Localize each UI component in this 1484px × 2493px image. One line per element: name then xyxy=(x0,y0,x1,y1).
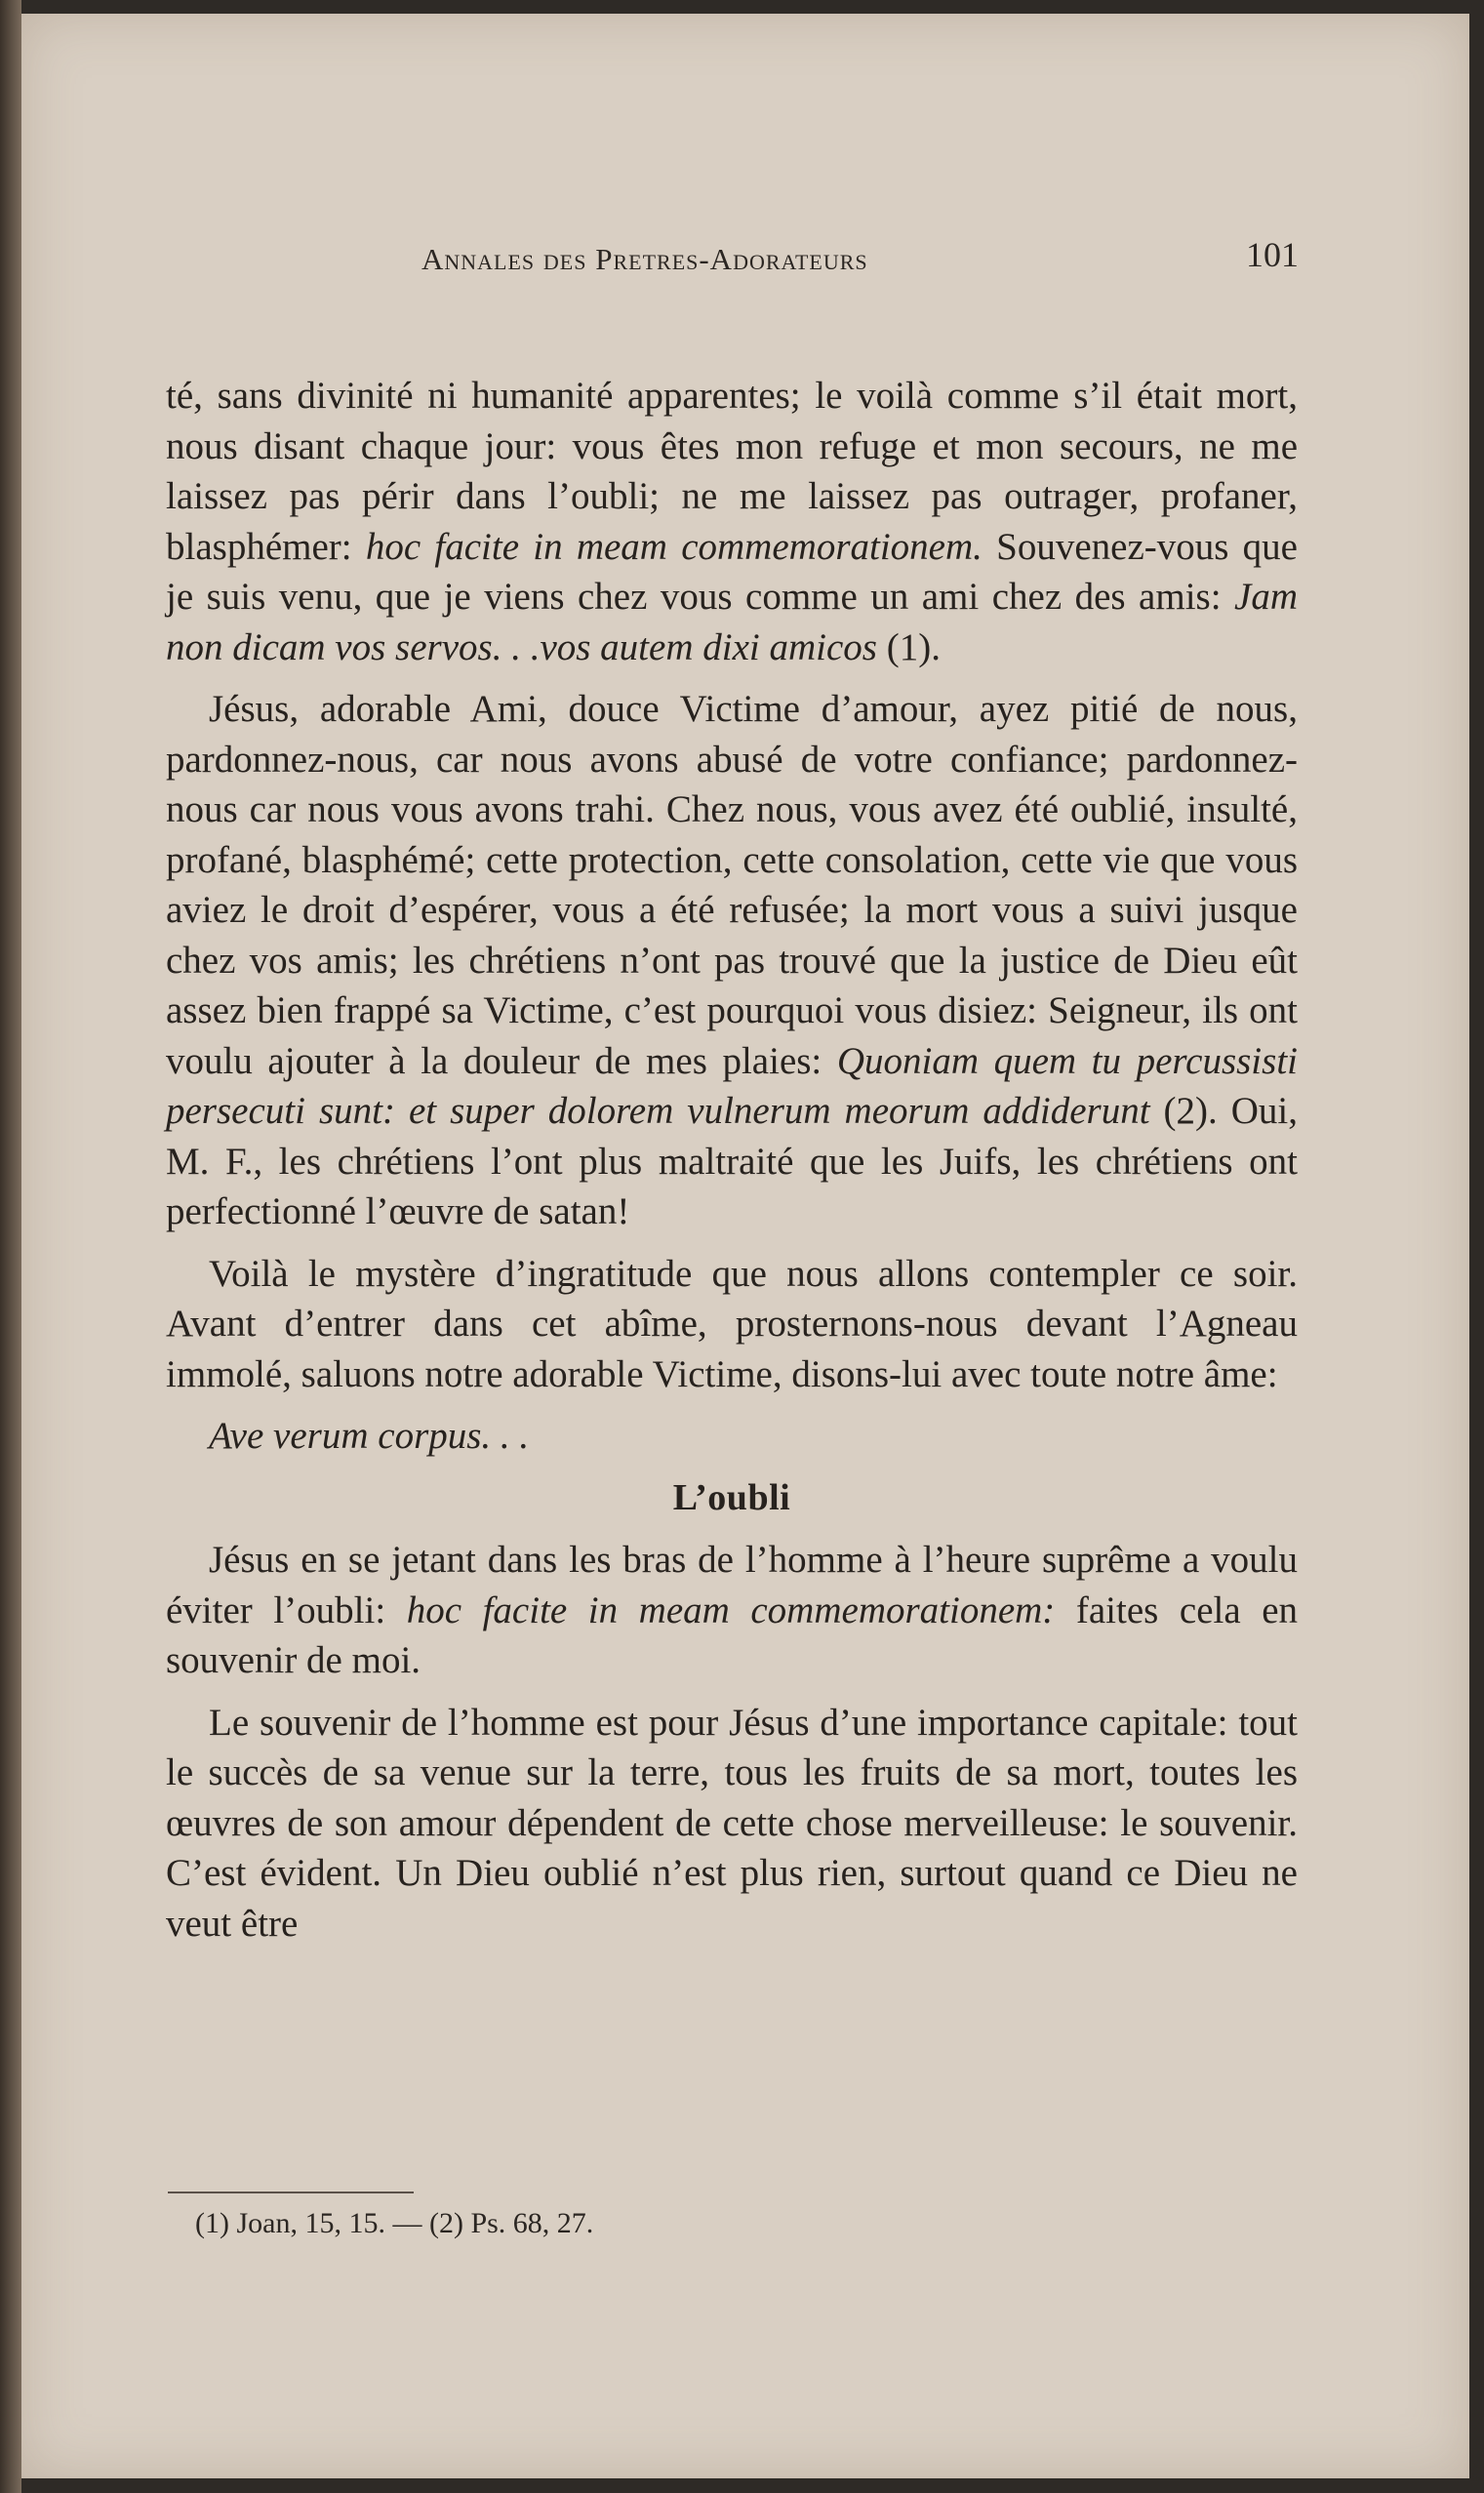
paragraph xyxy=(166,1535,1298,1686)
paragraph: Voilà le mystère d’ingratitude que nous allons contempler ce soir. Avant d’entrer dans cet abîme, prosternons-nous devant l’Agneau immolé, saluons notre adorable Victime, disons-lui avec toute notre âme: xyxy=(166,1252,1298,1395)
paragraph-text: Jésus, adorable Ami, douce Victime d’amour, ayez pitié de nous, pardonnez-nous, car nous avons abusé de votre confiance; pardonnez-nous car nous vous avons trahi. Chez nous, vous avez été oublié, insulté, profané, blasphémé; cette protection, cette consolation, cette vie que vous aviez le droit d’espérer, vous a été refusée; la mort vous a suivi jusque chez vos amis; les chrétiens n’ont pas trouvé que la justice de Dieu eût assez bien frappé sa Victime, c’est pourquoi vous disiez: Seigneur, ils ont voulu ajouter à la douleur de mes plaies: xyxy=(166,688,1298,1082)
paragraph-text: té, sans divinité ni humanité apparentes; le voilà comme s’il était mort, nous disant chaque jour: vous êtes mon refuge et mon secours, ne me laissez pas périr dans l’oubli; ne me laissez pas outrager, profaner, blasphémer: xyxy=(166,375,1298,568)
page-number: 101 xyxy=(1246,235,1299,274)
paragraph-text: Souvenez-vous que je suis venu, que je viens chez vous comme un ami chez des amis: xyxy=(166,525,1298,618)
paragraph-text: (1). xyxy=(876,625,941,668)
latin-quote: hoc facite in meam commemorationem. xyxy=(365,525,983,568)
footnotes: (1) Joan, 15, 15. — (2) Ps. 68, 27. xyxy=(195,2207,594,2239)
book-spine-shadow xyxy=(0,0,21,2493)
latin-invocation: Ave verum corpus. . . xyxy=(209,1415,530,1457)
latin-quote: hoc facite in meam commemorationem: xyxy=(406,1588,1056,1631)
paragraph xyxy=(166,684,1298,1237)
latin-quote: Quoniam quem tu percussisti persecuti sunt: et super dolorem vulnerum meorum addiderunt xyxy=(166,1039,1298,1132)
book-page xyxy=(21,14,1469,2478)
latin-quote: Jam non dicam vos servos. . .vos autem dixi amicos xyxy=(166,576,1298,668)
running-title: Annales des Pretres-Adorateurs xyxy=(421,242,868,276)
paragraph-continuation xyxy=(166,371,1298,672)
paragraph-text: (2). Oui, M. F., les chrétiens l’ont plus maltraité que les Juifs, les chrétiens ont perfectionné l’œuvre de satan! xyxy=(166,1090,1298,1232)
section-title: L’oubli xyxy=(672,1476,791,1518)
body-text xyxy=(166,371,1298,1960)
paragraph-text: faites cela en souvenir de moi. xyxy=(166,1588,1299,1681)
paragraph-text: Jésus en se jetant dans les bras de l’homme à l’heure suprême a voulu éviter l’oubli: xyxy=(166,1539,1298,1631)
footnote-rule xyxy=(168,2191,414,2193)
paragraph: Le souvenir de l’homme est pour Jésus d’une importance capitale: tout le succès de sa venue sur la terre, tous les fruits de sa mort, toutes les œuvres de son amour dépendent de cette chose merveilleuse: le souvenir. C’est évident. Un Dieu oublié n’est plus rien, surtout quand ce Dieu ne veut être xyxy=(166,1701,1298,1945)
page-header xyxy=(21,234,1469,283)
